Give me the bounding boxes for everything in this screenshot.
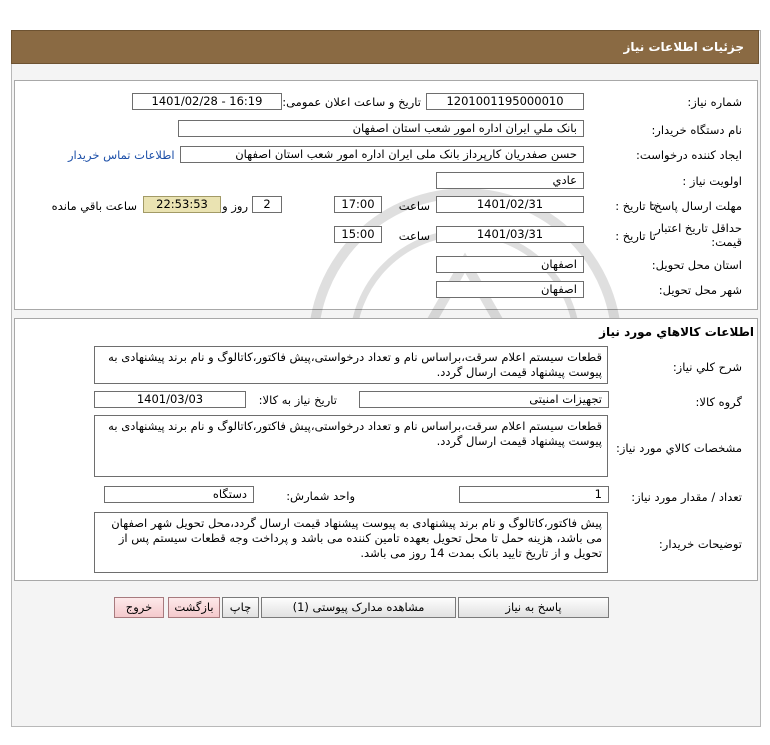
qty-field: 1 bbox=[459, 486, 609, 503]
need-info-box bbox=[14, 80, 758, 310]
summary-textarea: قطعات سیستم اعلام سرقت،براساس نام و تعداد درخواستی،پیش فاکتور،کاتالوگ و نام برند پیشنهادی به پیوست پیشنهاد قیمت ارسال گردد. bbox=[94, 346, 608, 384]
priority-label: اولويت نياز : bbox=[682, 174, 742, 188]
deadline-time-label: ساعت bbox=[398, 199, 430, 213]
deadline-date-field: 1401/02/31 bbox=[436, 196, 584, 213]
days-label: روز و bbox=[222, 199, 248, 213]
specs-textarea: قطعات سیستم اعلام سرقت،براساس نام و تعداد درخواستی،پیش فاکتور،کاتالوگ و نام برند پیشنهادی به پیوست پیشنهاد قیمت ارسال گردد. bbox=[94, 415, 608, 477]
days-remaining-field: 2 bbox=[252, 196, 282, 213]
print-button[interactable]: چاپ bbox=[222, 597, 259, 618]
validity-label-2: قیمت: bbox=[711, 235, 742, 249]
page-title: جزئیات اطلاعات نیاز bbox=[623, 40, 744, 54]
remaining-time-label: ساعت باقي مانده bbox=[51, 199, 137, 213]
buyer-notes-label: توضيحات خريدار: bbox=[658, 537, 742, 551]
need-date-field: 1401/03/03 bbox=[94, 391, 246, 408]
deadline-label: مهلت ارسال پاسخ: bbox=[650, 199, 742, 213]
specs-label: مشخصات کالاي مورد نياز: bbox=[615, 441, 742, 455]
group-label: گروه کالا: bbox=[695, 395, 742, 409]
unit-field: دستگاه bbox=[104, 486, 254, 503]
contact-buyer-link[interactable]: اطلاعات تماس خريدار bbox=[68, 148, 175, 162]
goods-section-title: اطلاعات کالاهاي مورد نياز bbox=[599, 325, 754, 339]
announce-field: 1401/02/28 - 16:19 bbox=[132, 93, 282, 110]
requester-label: ایجاد کننده درخواست: bbox=[636, 148, 742, 162]
buyer-org-field: بانک ملي ايران اداره امور شعب استان اصفهان bbox=[178, 120, 584, 137]
requester-field: حسن صفدریان کارپرداز بانک ملی ایران اداره امور شعب استان اصفهان bbox=[180, 146, 584, 163]
group-field: تجهیزات امنیتی bbox=[359, 391, 609, 408]
validity-date-field: 1401/03/31 bbox=[436, 226, 584, 243]
need-number-label: شماره نياز: bbox=[687, 95, 742, 109]
delivery-province-field: اصفهان bbox=[436, 256, 584, 273]
announce-label: تاريخ و ساعت اعلان عمومی: bbox=[282, 95, 421, 109]
validity-time-field: 15:00 bbox=[334, 226, 382, 243]
unit-label: واحد شمارش: bbox=[286, 489, 355, 503]
buyer-notes-textarea: پیش فاکتور،کاتالوگ و نام برند پیشنهادی به پیوست پیشنهاد قیمت ارسال گردد،محل تحویل شهر اصفهان می باشد، هزینه حمل تا محل تحویل بعهده تامین کننده می باشد و پرداخت وجه قطعات سیستم پس از تحویل و از تاریخ تایید بانک بمدت 14 روز می باشد. bbox=[94, 512, 608, 573]
buyer-org-label: نام دستگاه خريدار: bbox=[651, 123, 742, 137]
delivery-city-field: اصفهان bbox=[436, 281, 584, 298]
validity-to-date-label: تا تاریخ : bbox=[615, 229, 656, 243]
exit-button[interactable]: خروج bbox=[114, 597, 164, 618]
back-button[interactable]: بازگشت bbox=[168, 597, 220, 618]
qty-label: تعداد / مقدار مورد نياز: bbox=[631, 490, 742, 504]
remaining-time-field: 22:53:53 bbox=[143, 196, 221, 213]
deadline-to-date-label: تا تاریخ : bbox=[615, 199, 656, 213]
validity-label: حداقل تاريخ اعتبار bbox=[655, 221, 742, 235]
reply-button[interactable]: پاسخ به نياز bbox=[458, 597, 609, 618]
deadline-time-field: 17:00 bbox=[334, 196, 382, 213]
validity-time-label: ساعت bbox=[398, 229, 430, 243]
attachments-button[interactable]: مشاهده مدارک پیوستی (1) bbox=[261, 597, 456, 618]
need-date-label: تاريخ نياز به کالا: bbox=[258, 393, 337, 407]
need-number-field: 1201001195000010 bbox=[426, 93, 584, 110]
summary-label: شرح کلي نياز: bbox=[672, 360, 742, 374]
page-header bbox=[11, 30, 759, 64]
priority-field: عادي bbox=[436, 172, 584, 189]
delivery-city-label: شهر محل تحويل: bbox=[658, 283, 742, 297]
delivery-province-label: استان محل تحويل: bbox=[651, 258, 742, 272]
